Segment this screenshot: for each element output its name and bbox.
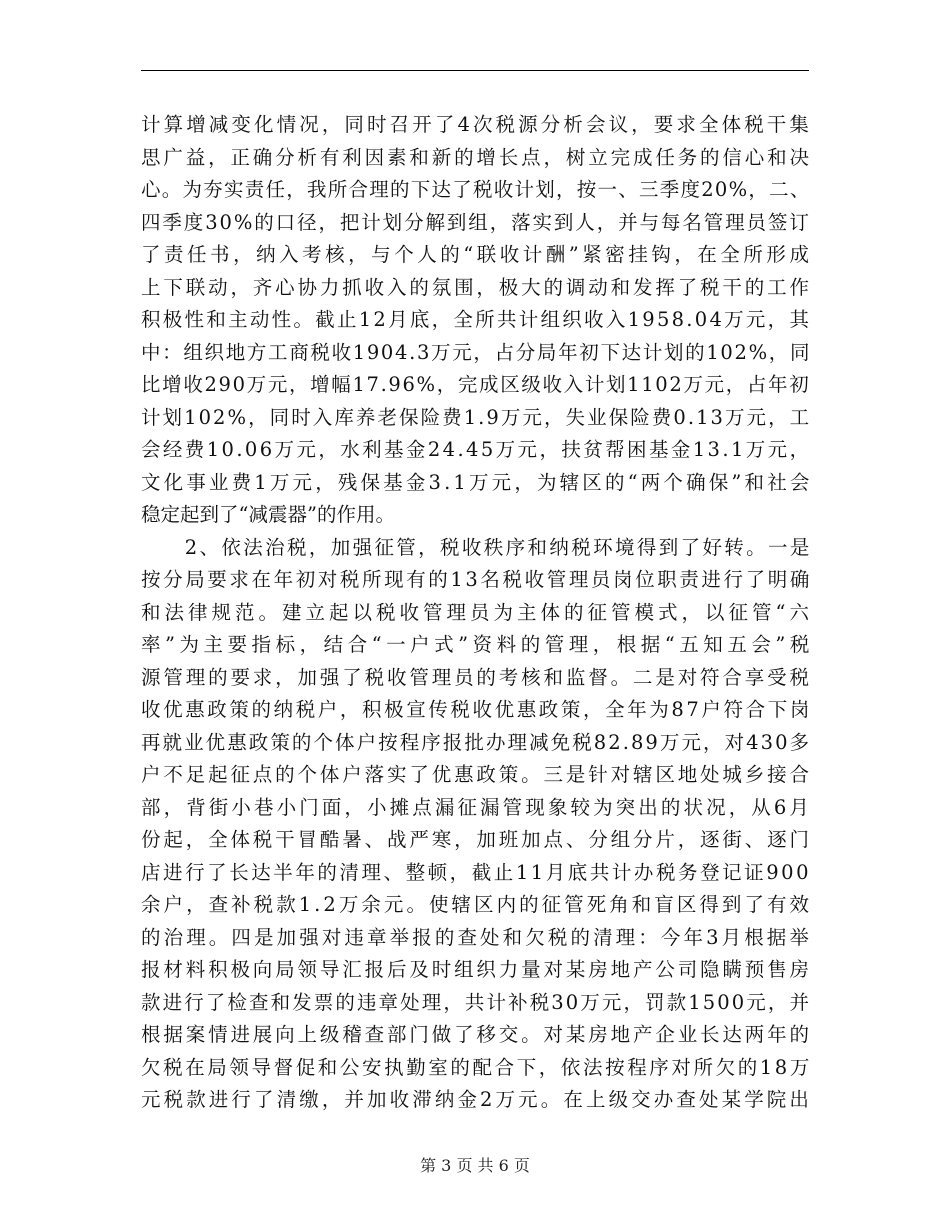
- text-line: 欠税在局领导督促和公安执勤室的配合下，依法按程序对所欠的18万: [141, 1055, 812, 1079]
- text-line: 中：组织地方工商税收1904.3万元，占分局年初下达计划的102%，同: [141, 340, 812, 364]
- text-line: 积极性和主动性。截止12月底，全所共计组织收入1958.04万元，其: [141, 308, 812, 331]
- text-line: 源管理的要求，加强了税收管理员的考核和监督。二是对符合享受税: [141, 665, 812, 689]
- text-line: 计算增减变化情况，同时召开了4次税源分析会议，要求全体税干集: [141, 113, 813, 136]
- text-line: 率”为主要指标，结合“一户式”资料的管理，根据“五知五会”税: [141, 633, 814, 656]
- text-line: 了责任书，纳入考核，与个人的“联收计酬”紧密挂钩，在全所形成: [141, 243, 813, 266]
- text-line: 店进行了长达半年的清理、整顿，截止11月底共计办税务登记证900: [141, 860, 812, 884]
- header-rule: [141, 70, 809, 71]
- text-line: 再就业优惠政策的个体户按程序报批办理减免税82.89万元，对430多: [141, 730, 812, 754]
- text-line: 思广益，正确分析有利因素和新的增长点，树立完成任务的信心和决: [141, 145, 812, 169]
- text-line: 户不足起征点的个体户落实了优惠政策。三是针对辖区地处城乡接合: [141, 763, 812, 786]
- text-line: 心。为夯实责任，我所合理的下达了税收计划，按一、三季度20%，二、: [141, 178, 811, 201]
- text-line: 收优惠政策的纳税户，积极宣传税收优惠政策，全年为87户符合下岗: [141, 698, 812, 721]
- text-line: 计划102%，同时入库养老保险费1.9万元，失业保险费0.13万元，工: [141, 405, 812, 429]
- page-footer: 第 3 页 共 6 页: [420, 1156, 530, 1175]
- text-line: 2、依法治税，加强征管，税收秩序和纳税环境得到了好转。一是: [141, 535, 812, 559]
- text-line: 元税款进行了清缴，并加收滞纳金2万元。在上级交办查处某学院出: [141, 1088, 813, 1111]
- text-line: 按分局要求在年初对税所现有的13名税收管理员岗位职责进行了明确: [141, 568, 812, 591]
- text-line: 余户，查补税款1.2万余元。使辖区内的征管死角和盲区得到了有效: [141, 893, 813, 916]
- text-line: 的治理。四是加强对违章举报的查处和欠税的清理：今年3月根据举: [141, 925, 813, 949]
- text-line: 会经费10.06万元，水利基金24.45万元，扶贫帮困基金13.1万元，: [141, 438, 812, 461]
- text-line: 比增收290万元，增幅17.96%，完成区级收入计划1102万元，占年初: [141, 373, 811, 396]
- text-line: 部，背街小巷小门面，小摊点漏征漏管现象较为突出的状况，从6月: [141, 795, 813, 819]
- body-text: [141, 109, 814, 1117]
- text-line: 四季度30%的口径，把计划分解到组，落实到人，并与每名管理员签订: [141, 210, 811, 234]
- text-line: 和法律规范。建立起以税收管理员为主体的征管模式，以征管“六: [141, 600, 813, 624]
- text-line: 上下联动，齐心协力抓收入的氛围，极大的调动和发挥了税干的工作: [141, 275, 812, 299]
- text-line: 报材料积极向局领导汇报后及时组织力量对某房地产公司隐瞒预售房: [141, 958, 812, 981]
- text-line: 根据案情进展向上级稽查部门做了移交。对某房地产企业长达两年的: [141, 1023, 812, 1046]
- text-line: 份起，全体税干冒酷暑、战严寒，加班加点、分组分片，逐街、逐门: [141, 828, 812, 851]
- text-line: 文化事业费1万元，残保基金3.1万元，为辖区的“两个确保”和社会: [141, 470, 813, 494]
- text-line: 稳定起到了“减震器”的作用。: [141, 503, 395, 526]
- text-line: 款进行了检查和发票的违章处理，共计补税30万元，罚款1500元，并: [141, 990, 812, 1014]
